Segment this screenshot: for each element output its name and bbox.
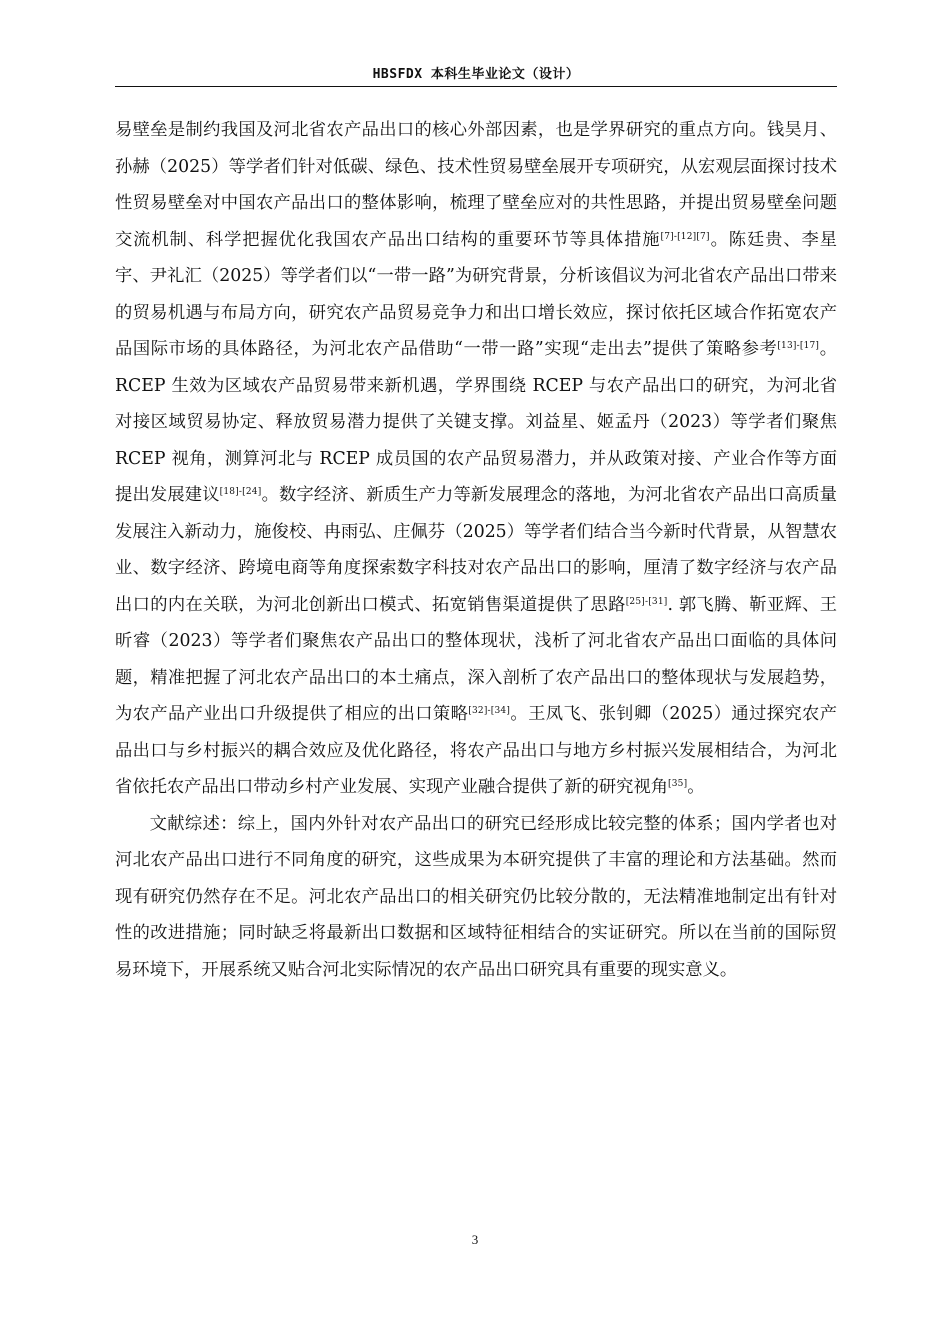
running-header: HBSFDX 本科生毕业论文（设计） [372,67,580,82]
page-number: 3 [471,1232,479,1247]
text-segment: . 郭飞腾、靳亚辉、王昕睿（2023）等学者们聚焦农产品出口的整体现状，浅析了河北省农产品出口面临的具体问题，精准把握了河北农产品出口的本土痛点，深入剖析了农产品出口的整体现状与发展趋势，为农产品产业出口升级提供了相应的出口策略 [115,594,837,724]
text-segment: 。陈廷贵、李星宇、尹礼汇（2025）等学者们以“一带一路”为研究背景，分析该倡议为河北省农产品出口带来的贸易机遇与布局方向，研究农产品贸易竞争力和出口增长效应，探讨依托区域合作拓宽农产品国际市场的具体路径，为河北农产品借助“一带一路”实现“走出去”提供了策略参考 [115,229,837,359]
citation: [7]-[12][7] [660,231,710,242]
body-text [115,112,837,988]
citation: [18]-[24] [219,487,262,497]
text-segment: 。 [687,777,705,797]
text-segment: 。王凤飞、张钊卿（2025）通过探究农产品出口与乡村振兴的耦合效应及优化路径，将农产品出口与地方乡村振兴发展相结合，为河北省依托农产品出口带动乡村产业发展、实现产业融合提供了新的研究视角 [115,704,837,797]
text-segment: 。RCEP 生效为区域农产品贸易带来新机遇，学界围绕 RCEP 与农产品出口的研究，为河北省对接区域贸易协定、释放贸易潜力提供了关键支撑。刘益星、姬孟丹（2023）等学者们聚焦 RCEP 视角，测算河北与 RCEP 成员国的农产品贸易潜力，并从政策对接、产业合作等方面提出发展建议 [115,339,837,505]
citation: [32]-[34] [468,706,511,716]
citation: [35] [668,779,688,789]
text-segment: 易壁垒是制约我国及河北省农产品出口的核心外部因素，也是学界研究的重点方向。钱昊月、孙赫（2025）等学者们针对低碳、绿色、技术性贸易壁垒展开专项研究，从宏观层面探讨技术性贸易壁垒对中国农产品出口的整体影响，梳理了壁垒应对的共性思路，并提出贸易壁垒问题交流机制、科学把握优化我国农产品出口结构的重要环节等具体措施 [115,120,837,250]
paragraph-literature-domestic [115,112,837,806]
citation: [25]-[31] [625,596,668,607]
paragraph-literature-review: 文献综述：综上，国内外针对农产品出口的研究已经形成比较完整的体系；国内学者也对河北农产品出口进行不同角度的研究，这些成果为本研究提供了丰富的理论和方法基础。然而现有研究仍然存在不足。河北农产品出口的相关研究仍比较分散的，无法精准地制定出有针对性的改进措施；同时缺乏将最新出口数据和区域特征相结合的实证研究。所以在当前的国际贸易环境下，开展系统又贴合河北实际情况的农产品出口研究具有重要的现实意义。 [115,813,837,980]
citation: [13]-[17] [777,341,820,351]
header-rule [115,86,837,87]
text-segment: 。数字经济、新质生产力等新发展理念的落地，为河北省农产品出口高质量发展注入新动力，施俊校、冉雨弘、庄佩芬（2025）等学者们结合当今新时代背景，从智慧农业、数字经济、跨境电商等角度探索数字科技对农产品出口的影响，厘清了数字经济与农产品出口的内在关联，为河北创新出口模式、拓宽销售渠道提供了思路 [115,485,837,615]
